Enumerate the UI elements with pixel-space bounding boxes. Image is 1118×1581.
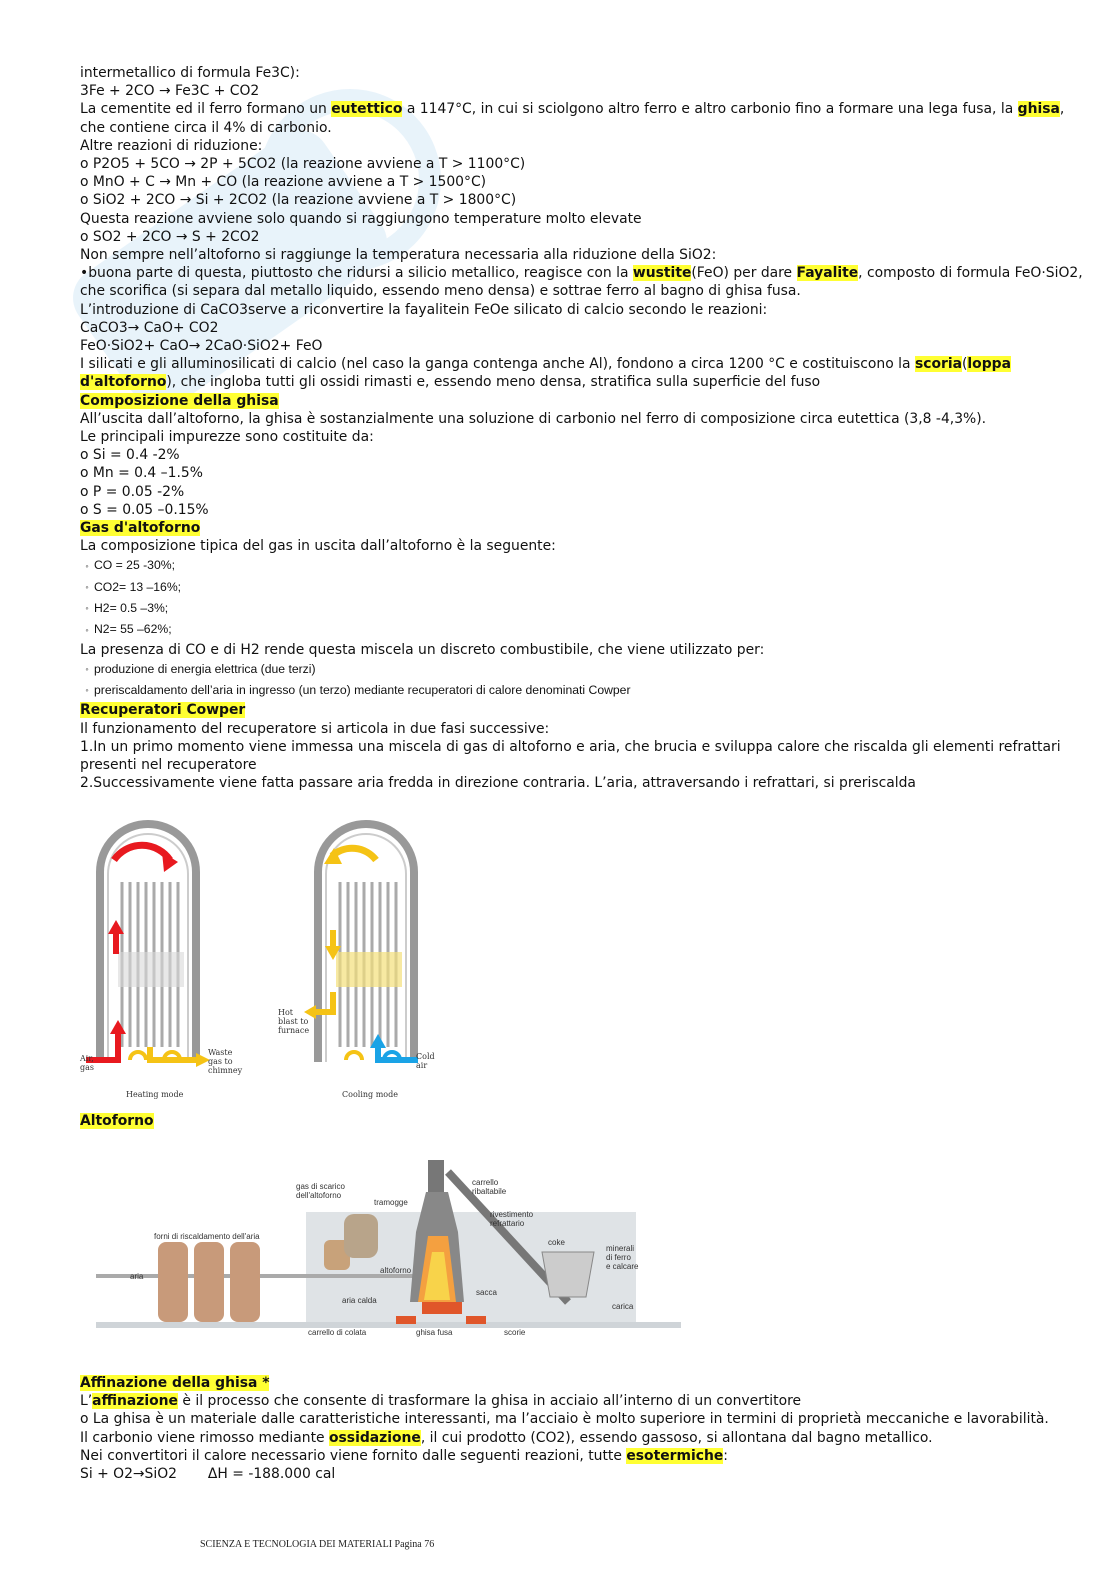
highlight-esotermiche: esotermiche	[626, 1447, 724, 1464]
impurity-item: o S = 0.05 –0.15%	[80, 501, 209, 518]
caption-cooling-mode: Cooling mode	[342, 1090, 398, 1099]
text-line: che scorifica (si separa dal metallo liquido, essendo meno densa) e sottrae ferro al bagno di ghisa fusa.	[80, 283, 801, 300]
text-line: Nei convertitori il calore necessario viene fornito dalle seguenti reazioni, tutte esotermiche:	[80, 1447, 728, 1464]
label-forni: forni di riscaldamento dell'aria	[154, 1232, 260, 1241]
text-line: intermetallico di formula Fe3C):	[80, 65, 300, 81]
highlight-wustite: wustite	[632, 265, 692, 282]
text-line: Non sempre nell’altoforno si raggiunge la temperatura necessaria alla riduzione della SiO2:	[80, 247, 717, 264]
text-line: presenti nel recuperatore	[80, 756, 257, 773]
text-line: Altre reazioni di riduzione:	[80, 137, 263, 154]
label-tramogge: tramogge	[374, 1198, 408, 1207]
text-line: La presenza di CO e di H2 rende questa miscela un discreto combustibile, che viene utilizzato per:	[80, 641, 765, 658]
altoforno-diagram	[96, 1152, 686, 1344]
scoria-paragraph: I silicati e gli alluminosilicati di calcio (nel caso la ganga contenga anche Al), fondono a circa 1200 °C e costituiscono la scoria(loppa	[80, 356, 1011, 373]
text-line: o La ghisa è un materiale dalle caratteristiche interessanti, ma l’acciaio è molto superiore in termini di proprietà meccaniche e lavorabilità.	[80, 1411, 1049, 1428]
label-aria: aria	[130, 1272, 144, 1281]
text-line: che contiene circa il 4% di carbonio.	[80, 119, 332, 136]
caption-heating-mode: Heating mode	[126, 1090, 184, 1099]
label-gas-scarico: gas di scarico dell'altoforno	[296, 1182, 345, 1200]
text-line: 2.Successivamente viene fatta passare aria fredda in direzione contraria. L’aria, attraversando i refrattari, si preriscalda	[80, 775, 916, 792]
cementite-paragraph: La cementite ed il ferro formano un eutettico a 1147°C, in cui si sciolgono altro ferro e altro carbonio fino a formare una lega fusa, la ghisa,	[80, 101, 1065, 118]
heating-stove	[86, 824, 210, 1067]
label-aria-calda: aria calda	[342, 1296, 377, 1305]
label-ghisa-fusa: ghisa fusa	[416, 1328, 453, 1337]
highlight-altoforno: d'altoforno	[80, 374, 167, 391]
label-minerali: minerali di ferro e calcare	[606, 1244, 639, 1271]
impurity-item: o P = 0.05 -2%	[80, 483, 185, 500]
label-carica: carica	[612, 1302, 634, 1311]
hoppers	[542, 1252, 594, 1297]
equation-line: 3Fe + 2CO → Fe3C + CO2	[80, 83, 260, 100]
cooling-stove	[304, 824, 418, 1062]
section-heading-altoforno: Altoforno	[80, 1113, 154, 1129]
highlight-scoria: scoria	[914, 356, 962, 373]
impurity-item: o Mn = 0.4 –1.5%	[80, 465, 203, 482]
label-carrello: carrello ribaltabile	[472, 1178, 507, 1196]
section-heading-affinazione: Affinazione della ghisa *	[80, 1375, 270, 1391]
reaction-line: o SO2 + 2CO → S + 2CO2	[80, 228, 260, 245]
text-line: All’uscita dall’altoforno, la ghisa è sostanzialmente una soluzione di carbonio nel ferro di composizione circa eutettica (3,8 -4,3%).	[80, 410, 987, 427]
reaction-line: o MnO + C → Mn + CO (la reazione avviene a T > 1500°C)	[80, 174, 487, 191]
gas-item: ◦ CO = 25 -30%;	[85, 558, 175, 573]
cowper-diagram	[78, 812, 458, 1102]
use-item: ◦ preriscaldamento dell’aria in ingresso (un terzo) mediante recuperatori di calore denominati Cowper	[85, 683, 631, 698]
text-line: L’introduzione di CaCO3serve a riconvertire la fayalitein FeOe silicato di calcio secondo le reazioni:	[80, 301, 768, 318]
highlight-fayalite: Fayalite	[796, 265, 859, 282]
label-rivestimento: rivestimento refrattario	[490, 1210, 534, 1228]
page-footer: SCIENZA E TECNOLOGIA DEI MATERIALI Pagina 76	[200, 1539, 435, 1550]
cowper-figure	[78, 812, 458, 1102]
section-heading-composizione: Composizione della ghisa	[80, 392, 279, 409]
section-heading-gas: Gas d'altoforno	[80, 520, 201, 537]
highlight-ghisa: ghisa	[1017, 101, 1060, 118]
text-line: Il funzionamento del recuperatore si articola in due fasi successive:	[80, 720, 550, 737]
reaction-line: o P2O5 + 5CO → 2P + 5CO2 (la reazione avviene a T > 1100°C)	[80, 156, 526, 173]
use-item: ◦ produzione di energia elettrica (due terzi)	[85, 661, 316, 676]
label-carrello-colata: carrello di colata	[308, 1328, 367, 1337]
highlight-affinazione: affinazione	[92, 1393, 178, 1410]
label-altoforno: altoforno	[380, 1266, 412, 1275]
text-line: Questa reazione avviene solo quando si raggiungono temperature molto elevate	[80, 210, 642, 227]
reaction-line: CaCO3→ CaO+ CO2	[80, 319, 219, 336]
label-scorie: scorie	[504, 1328, 526, 1337]
text-line: L’affinazione è il processo che consente di trasformare la ghisa in acciaio all’interno di un convertitore	[80, 1393, 802, 1410]
label-air-gas: Air, gas	[80, 1054, 94, 1072]
label-waste-gas: Waste gas to chimney	[208, 1048, 243, 1075]
reaction-line: o SiO2 + 2CO → Si + 2CO2 (la reazione avviene a T > 1800°C)	[80, 192, 517, 209]
reaction-line: Si + O2→SiO2 ΔH = -188.000 cal	[80, 1466, 336, 1483]
affinazione-section	[80, 1374, 1100, 1483]
highlight-ossidazione: ossidazione	[328, 1429, 421, 1446]
label-cold-air: Cold air	[416, 1052, 435, 1070]
impurity-item: o Si = 0.4 -2%	[80, 447, 180, 464]
scoria-paragraph-cont: d'altoforno), che ingloba tutti gli ossidi rimasti e, essendo meno densa, stratifica sulla superficie del fuso	[80, 374, 821, 391]
highlight-loppa: loppa	[967, 356, 1011, 373]
text-line: Il carbonio viene rimosso mediante ossidazione, il cui prodotto (CO2), essendo gassoso, si allontana dal bagno metallico.	[80, 1429, 933, 1446]
text-line: La composizione tipica del gas in uscita dall’altoforno è la seguente:	[80, 538, 556, 555]
text-line: 1.In un primo momento viene immessa una miscela di gas di altoforno e aria, che brucia e sviluppa calore che riscalda gli elementi refrattari	[80, 738, 1061, 755]
fayalite-paragraph: •buona parte di questa, piuttosto che ridursi a silicio metallico, reagisce con la wustite(FeO) per dare Fayalite, composto di formula FeO·SiO2,	[80, 265, 1083, 282]
section-heading-cowper: Recuperatori Cowper	[80, 702, 246, 719]
page-body	[80, 64, 1100, 792]
gas-item: ◦ H2= 0.5 –3%;	[85, 601, 169, 616]
text-line: Le principali impurezze sono costituite da:	[80, 429, 374, 446]
label-sacca: sacca	[476, 1288, 497, 1297]
label-coke: coke	[548, 1238, 565, 1247]
highlight-eutettico: eutettico	[331, 101, 403, 118]
gas-item: ◦ CO2= 13 –16%;	[85, 579, 182, 594]
gas-item: ◦ N2= 55 –62%;	[85, 622, 172, 637]
label-hot-blast: Hot blast to furnace	[278, 1008, 310, 1035]
reaction-line: FeO·SiO2+ CaO→ 2CaO·SiO2+ FeO	[80, 338, 323, 355]
altoforno-figure	[96, 1152, 686, 1344]
heating-stoves	[158, 1242, 260, 1322]
